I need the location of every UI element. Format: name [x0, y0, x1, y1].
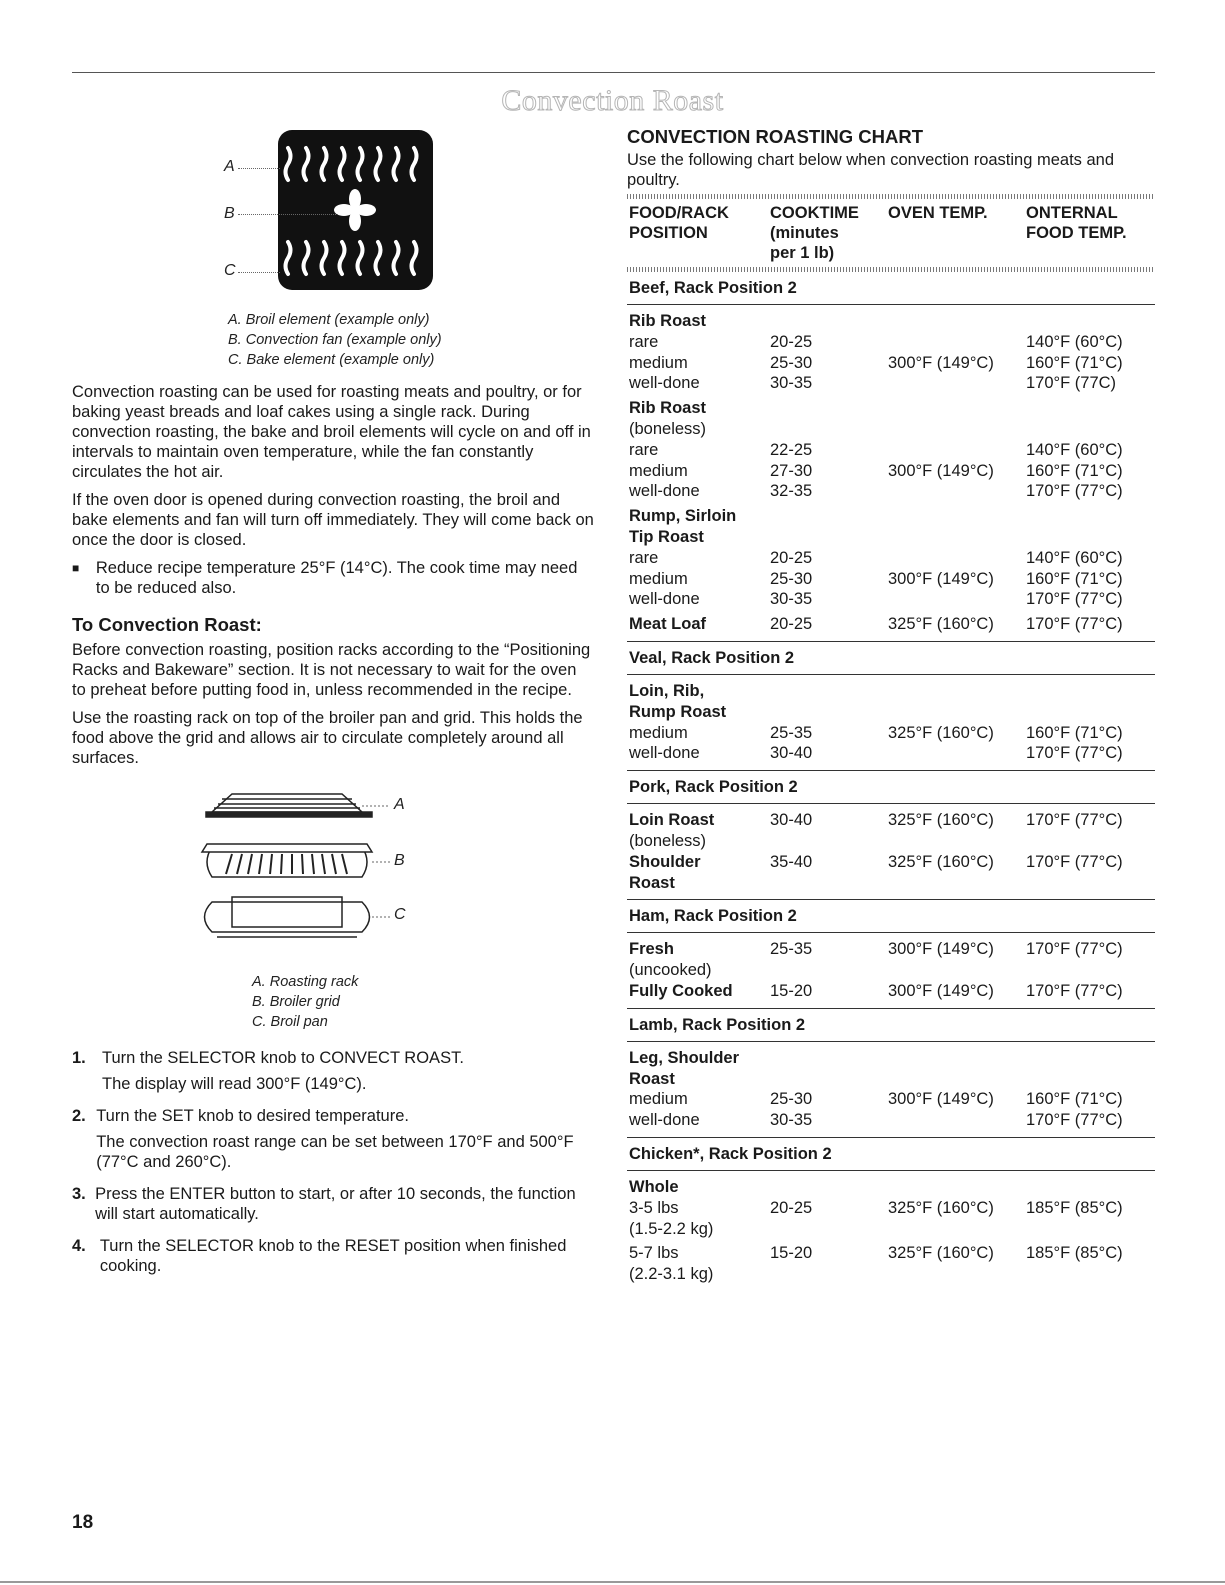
- cell-oven-temp: [888, 1048, 1026, 1069]
- cell-oven-temp: [888, 1219, 1026, 1240]
- cell-internal-temp: 140°F (60°C): [1026, 548, 1123, 567]
- cell-internal-temp: 140°F (60°C): [1026, 440, 1123, 459]
- intro-paragraph: If the oven door is opened during convection roasting, the broil and bake elements and fan will turn off immediately. They will come back on once the door is closed.: [72, 491, 594, 549]
- step-number: 2.: [72, 1107, 86, 1125]
- caption-convection-fan: B. Convection fan (example only): [228, 332, 442, 348]
- cell-oven-temp: [888, 527, 1026, 548]
- cell-cooktime: [770, 831, 888, 852]
- cell-oven-temp: [888, 419, 1026, 440]
- cell-oven-temp: [888, 481, 1026, 502]
- cell-food: (uncooked): [629, 961, 712, 980]
- cell-internal-temp: 170°F (77°C): [1026, 811, 1123, 830]
- cell-cooktime: 25-30: [770, 569, 813, 588]
- broiler-pan-icon: [72, 782, 594, 972]
- cell-food: Roast: [629, 873, 675, 892]
- cell-oven-temp: 300°F (149°C): [888, 353, 994, 372]
- table-row: [629, 481, 1155, 502]
- cell-food: Fully Cooked: [629, 981, 733, 1000]
- cell-internal-temp: [1026, 831, 1155, 852]
- cell-food: rare: [629, 548, 659, 567]
- group-body: [627, 305, 1155, 642]
- cell-food: medium: [629, 1090, 688, 1109]
- table-row: [629, 1219, 1155, 1240]
- cell-oven-temp: [888, 589, 1026, 610]
- chart-title: CONVECTION ROASTING CHART: [627, 126, 923, 147]
- left-column: [72, 110, 594, 1288]
- callout-b: B: [224, 205, 235, 222]
- cell-cooktime: 30-40: [770, 744, 813, 763]
- step-number: 1.: [72, 1049, 86, 1067]
- group-header: Veal, Rack Position 2: [627, 642, 1155, 675]
- cell-internal-temp: 170°F (77°C): [1026, 482, 1123, 501]
- cell-cooktime: 27-30: [770, 461, 813, 480]
- step-item: [72, 1184, 594, 1230]
- group-body: [627, 1042, 1155, 1138]
- header-cooktime: COOKTIME (minutes per 1 lb): [770, 204, 859, 262]
- callout-b: B: [394, 852, 405, 869]
- cell-internal-temp: [1026, 1264, 1155, 1285]
- tip-bullet: [72, 558, 594, 598]
- broiler-pan-diagram: [72, 782, 594, 972]
- cell-food: well-done: [629, 374, 700, 393]
- cell-internal-temp: [1026, 960, 1155, 981]
- caption-bake-element: C. Bake element (example only): [228, 352, 435, 368]
- right-column: [627, 126, 1155, 1291]
- section-heading: To Convection Roast:: [72, 614, 262, 635]
- cell-food: Rib Roast: [629, 312, 707, 330]
- table-row: [629, 852, 1155, 873]
- cell-oven-temp: [888, 311, 1026, 332]
- header-internal-temp: ONTERNAL FOOD TEMP.: [1026, 204, 1127, 242]
- table-row: [629, 398, 1155, 419]
- cell-oven-temp: 300°F (149°C): [888, 981, 994, 1000]
- cell-internal-temp: [1026, 311, 1155, 332]
- chart-body: [627, 272, 1155, 1291]
- chart-header-row: [627, 199, 1155, 267]
- cell-internal-temp: 185°F (85°C): [1026, 1198, 1123, 1217]
- table-row: [629, 332, 1155, 353]
- cell-cooktime: 35-40: [770, 852, 813, 871]
- cell-food: Rump Roast: [629, 702, 727, 721]
- steps-list: [72, 1048, 594, 1282]
- table-row: [629, 1048, 1155, 1069]
- table-row: [629, 373, 1155, 394]
- cell-cooktime: [770, 1069, 888, 1090]
- table-row: [629, 461, 1155, 482]
- cell-internal-temp: 170°F (77°C): [1026, 615, 1123, 634]
- bottom-rule: [0, 1581, 1225, 1583]
- step-number: 4.: [72, 1237, 86, 1255]
- callout-c: C: [394, 906, 406, 923]
- cell-food: Leg, Shoulder: [629, 1048, 740, 1067]
- table-row: [629, 681, 1155, 702]
- cell-oven-temp: 325°F (160°C): [888, 811, 994, 830]
- cell-internal-temp: [1026, 398, 1155, 419]
- cell-cooktime: [770, 702, 888, 723]
- table-row: [629, 873, 1155, 894]
- cell-food: (boneless): [629, 419, 707, 438]
- cell-food: Roast: [629, 1069, 675, 1088]
- cell-cooktime: 15-20: [770, 981, 813, 1000]
- header-food-rack: FOOD/RACK POSITION: [629, 204, 729, 242]
- table-row: [629, 1243, 1155, 1264]
- cell-cooktime: 25-35: [770, 723, 813, 742]
- cell-oven-temp: [888, 702, 1026, 723]
- cell-oven-temp: [888, 1177, 1026, 1198]
- cell-internal-temp: [1026, 681, 1155, 702]
- group-header: Ham, Rack Position 2: [627, 900, 1155, 933]
- cell-cooktime: [770, 1264, 888, 1285]
- group-header: Beef, Rack Position 2: [627, 272, 1155, 305]
- intro-paragraph: Convection roasting can be used for roasting meats and poultry, or for baking yeast breads and loaf cakes using a single rack. During convection roasting, the bake and broil elements will cycle on and off in intervals to maintain oven temperature, while the fan constantly circulates the hot air.: [72, 383, 591, 481]
- cell-food: (2.2-3.1 kg): [629, 1265, 714, 1284]
- cell-oven-temp: [888, 1069, 1026, 1090]
- table-row: [629, 548, 1155, 569]
- step-subtext: The convection roast range can be set between 170°F and 500°F (77°C and 260°C).: [96, 1133, 574, 1171]
- cell-internal-temp: [1026, 702, 1155, 723]
- howto-paragraph: Use the roasting rack on top of the broiler pan and grid. This holds the food above the grid and allows air to circulate completely around all surfaces.: [72, 709, 583, 767]
- table-row: [629, 440, 1155, 461]
- cell-oven-temp: [888, 398, 1026, 419]
- page-title: Convection Roast: [501, 84, 724, 117]
- callout-line-a: [238, 168, 280, 169]
- step-text: Turn the SELECTOR knob to the RESET position when finished cooking.: [99, 1237, 567, 1275]
- cell-oven-temp: 300°F (149°C): [888, 940, 994, 959]
- cell-internal-temp: [1026, 873, 1155, 894]
- cell-internal-temp: 160°F (71°C): [1026, 461, 1123, 480]
- cell-food: Rump, Sirloin: [629, 507, 737, 526]
- cell-cooktime: 25-30: [770, 353, 813, 372]
- oven-elements-icon: [278, 130, 433, 290]
- cell-internal-temp: [1026, 527, 1155, 548]
- cell-cooktime: 30-40: [770, 811, 813, 830]
- cell-food: medium: [629, 461, 688, 480]
- cell-internal-temp: 170°F (77°C): [1026, 852, 1123, 871]
- cell-cooktime: 22-25: [770, 440, 813, 459]
- table-row: [629, 527, 1155, 548]
- group-header: Chicken*, Rack Position 2: [627, 1138, 1155, 1171]
- cell-internal-temp: [1026, 1219, 1155, 1240]
- cell-food: Loin Roast: [629, 811, 715, 830]
- cell-food: medium: [629, 723, 688, 742]
- group-header: Pork, Rack Position 2: [627, 771, 1155, 804]
- group-body: [627, 1171, 1155, 1291]
- step-item: [72, 1236, 594, 1282]
- cell-internal-temp: [1026, 419, 1155, 440]
- cell-food: 3-5 lbs: [629, 1198, 679, 1217]
- header-oven-temp: OVEN TEMP.: [888, 204, 988, 222]
- step-text: Turn the SET knob to desired temperature.: [96, 1107, 409, 1125]
- cell-oven-temp: [888, 506, 1026, 527]
- table-row: [629, 981, 1155, 1002]
- tip-text: Reduce recipe temperature 25°F (14°C). The cook time may need to be reduced also.: [95, 559, 578, 597]
- cell-food: Shoulder: [629, 852, 701, 871]
- callout-c: C: [224, 262, 236, 279]
- cell-cooktime: 20-25: [770, 615, 813, 634]
- cell-oven-temp: 300°F (149°C): [888, 569, 994, 588]
- cell-cooktime: [770, 527, 888, 548]
- cell-food: Tip Roast: [629, 527, 704, 546]
- cell-food: Rib Roast: [629, 399, 707, 418]
- table-row: [629, 1177, 1155, 1198]
- cell-cooktime: 25-30: [770, 1090, 813, 1109]
- table-row: [629, 1110, 1155, 1131]
- cell-oven-temp: [888, 873, 1026, 894]
- cell-internal-temp: [1026, 1048, 1155, 1069]
- step-item: [72, 1106, 594, 1178]
- table-row: [629, 1198, 1155, 1219]
- cell-food: (boneless): [629, 831, 707, 850]
- table-row: [629, 831, 1155, 852]
- cell-cooktime: [770, 506, 888, 527]
- caption-broil-element: A. Broil element (example only): [228, 312, 430, 328]
- cell-internal-temp: 160°F (71°C): [1026, 569, 1123, 588]
- cell-oven-temp: [888, 743, 1026, 764]
- cell-cooktime: 15-20: [770, 1244, 813, 1263]
- cell-cooktime: [770, 873, 888, 894]
- table-row: [629, 569, 1155, 590]
- cell-internal-temp: [1026, 1177, 1155, 1198]
- cell-internal-temp: 170°F (77C): [1026, 374, 1117, 393]
- cell-cooktime: 30-35: [770, 590, 813, 609]
- cell-oven-temp: [888, 1264, 1026, 1285]
- step-number: 3.: [72, 1185, 86, 1203]
- cell-oven-temp: 300°F (149°C): [888, 461, 994, 480]
- cell-internal-temp: 160°F (71°C): [1026, 353, 1123, 372]
- cell-internal-temp: 170°F (77°C): [1026, 940, 1123, 959]
- cell-cooktime: 30-35: [770, 374, 813, 393]
- top-rule: [72, 72, 1155, 73]
- cell-oven-temp: [888, 548, 1026, 569]
- cell-oven-temp: 325°F (160°C): [888, 615, 994, 634]
- table-row: [629, 614, 1155, 635]
- cell-internal-temp: [1026, 506, 1155, 527]
- page-number: 18: [72, 1512, 94, 1533]
- cell-internal-temp: 170°F (77°C): [1026, 590, 1123, 609]
- cell-food: 5-7 lbs: [629, 1244, 679, 1263]
- cell-oven-temp: [888, 681, 1026, 702]
- chart-intro: Use the following chart below when convection roasting meats and poultry.: [627, 151, 1115, 189]
- table-row: [629, 353, 1155, 374]
- cell-internal-temp: 160°F (71°C): [1026, 723, 1123, 742]
- cell-oven-temp: [888, 332, 1026, 353]
- callout-a: A: [394, 796, 405, 813]
- cell-cooktime: [770, 960, 888, 981]
- cell-oven-temp: [888, 440, 1026, 461]
- cell-internal-temp: 170°F (77°C): [1026, 1111, 1123, 1130]
- cell-food: (1.5-2.2 kg): [629, 1219, 714, 1238]
- oven-cavity-illustration: [278, 130, 433, 290]
- cell-food: rare: [629, 440, 659, 459]
- cell-cooktime: [770, 1048, 888, 1069]
- cell-food: Fresh: [629, 940, 674, 959]
- cell-internal-temp: 170°F (77°C): [1026, 744, 1123, 763]
- table-row: [629, 506, 1155, 527]
- cell-food: Loin, Rib,: [629, 681, 705, 700]
- cell-cooktime: 20-25: [770, 332, 813, 351]
- group-body: [627, 933, 1155, 1008]
- cell-food: well-done: [629, 1111, 700, 1130]
- cell-oven-temp: 325°F (160°C): [888, 723, 994, 742]
- cell-food: well-done: [629, 744, 700, 763]
- cell-cooktime: [770, 419, 888, 440]
- cell-oven-temp: 325°F (160°C): [888, 1244, 994, 1263]
- cell-oven-temp: 325°F (160°C): [888, 852, 994, 871]
- cell-cooktime: 20-25: [770, 548, 813, 567]
- caption-roasting-rack: A. Roasting rack: [252, 974, 359, 990]
- howto-paragraph: Before convection roasting, position racks according to the “Positioning Racks and Bakeware” section. It is not necessary to wait for the oven to preheat before putting food in, unless recommended in the recipe.: [72, 641, 591, 699]
- step-item: [72, 1048, 594, 1100]
- cell-oven-temp: 300°F (149°C): [888, 1090, 994, 1109]
- cell-cooktime: [770, 1219, 888, 1240]
- cell-food: well-done: [629, 590, 700, 609]
- table-row: [629, 1089, 1155, 1110]
- cell-food: well-done: [629, 482, 700, 501]
- cell-oven-temp: [888, 960, 1026, 981]
- cell-food: Meat Loaf: [629, 615, 707, 634]
- table-row: [629, 702, 1155, 723]
- cell-internal-temp: 170°F (77°C): [1026, 981, 1123, 1000]
- cell-oven-temp: 325°F (160°C): [888, 1198, 994, 1217]
- cell-food: Whole: [629, 1177, 679, 1196]
- group-header: Lamb, Rack Position 2: [627, 1009, 1155, 1042]
- cell-cooktime: [770, 311, 888, 332]
- step-text: Press the ENTER button to start, or after 10 seconds, the function will start automatically.: [95, 1185, 576, 1223]
- cell-cooktime: 32-35: [770, 482, 813, 501]
- cell-cooktime: 20-25: [770, 1198, 813, 1217]
- cell-internal-temp: [1026, 1069, 1155, 1090]
- cell-food: medium: [629, 569, 688, 588]
- table-row: [629, 960, 1155, 981]
- cell-cooktime: [770, 1177, 888, 1198]
- oven-diagram: [72, 110, 594, 300]
- oven-captions: [228, 310, 594, 370]
- cell-oven-temp: [888, 373, 1026, 394]
- cell-oven-temp: [888, 831, 1026, 852]
- cell-cooktime: [770, 681, 888, 702]
- step-text: Turn the SELECTOR knob to CONVECT ROAST.: [102, 1049, 464, 1067]
- group-body: [627, 804, 1155, 900]
- step-subtext: The display will read 300°F (149°C).: [102, 1075, 367, 1093]
- cell-cooktime: 25-35: [770, 940, 813, 959]
- table-row: [629, 810, 1155, 831]
- table-row: [629, 723, 1155, 744]
- cell-oven-temp: [888, 1110, 1026, 1131]
- bullet-square-icon: ■: [72, 561, 80, 575]
- table-row: [629, 743, 1155, 764]
- callout-line-c: [238, 272, 280, 273]
- table-row: [629, 1069, 1155, 1090]
- cell-food: medium: [629, 353, 688, 372]
- caption-broil-pan: C. Broil pan: [252, 1014, 328, 1030]
- pan-captions: [252, 972, 594, 1032]
- cell-internal-temp: 140°F (60°C): [1026, 332, 1123, 351]
- table-row: [629, 939, 1155, 960]
- table-row: [629, 1264, 1155, 1285]
- cell-food: rare: [629, 332, 659, 351]
- cell-cooktime: [770, 398, 888, 419]
- table-row: [629, 419, 1155, 440]
- callout-line-b: [238, 214, 338, 215]
- cell-cooktime: 30-35: [770, 1111, 813, 1130]
- group-body: [627, 675, 1155, 771]
- table-row: [629, 311, 1155, 332]
- cell-internal-temp: 160°F (71°C): [1026, 1090, 1123, 1109]
- callout-a: A: [224, 158, 235, 175]
- caption-broiler-grid: B. Broiler grid: [252, 994, 340, 1010]
- cell-internal-temp: 185°F (85°C): [1026, 1244, 1123, 1263]
- table-row: [629, 589, 1155, 610]
